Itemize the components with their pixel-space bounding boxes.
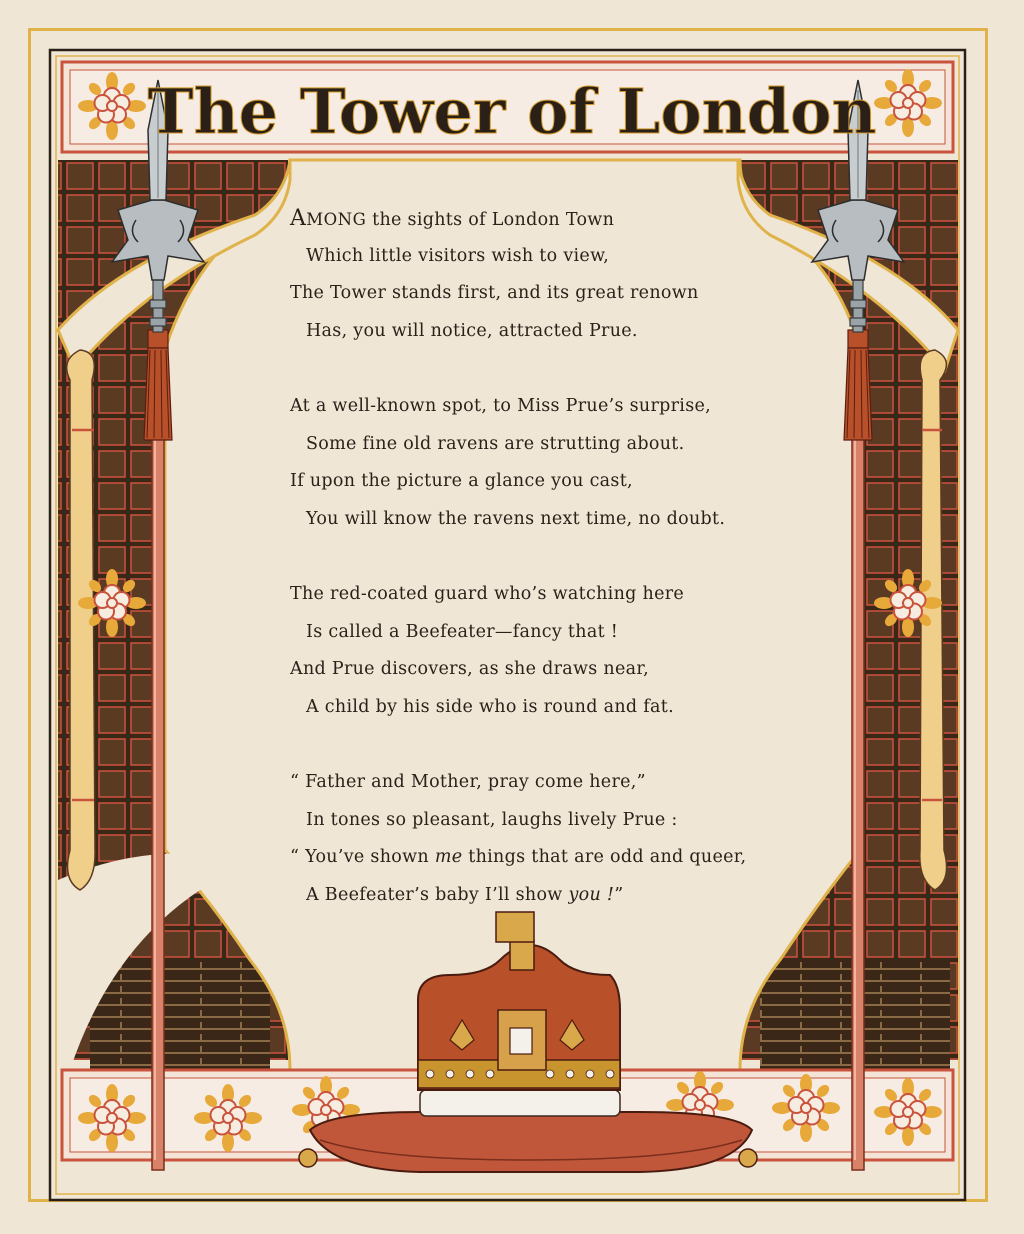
poem-line: Which little visitors wish to view, — [306, 245, 610, 266]
small-caps-word: MONG — [306, 210, 367, 229]
poem-line: In tones so pleasant, laughs lively Prue : — [306, 809, 678, 830]
poem-line — [290, 877, 790, 915]
page-title: The Tower of London — [147, 75, 877, 148]
poem-line: At a well-known spot, to Miss Prue’s surprise, — [290, 396, 711, 416]
poem-line: And Prue discovers, as she draws near, — [290, 659, 649, 679]
poem-line — [290, 839, 790, 877]
poem-stanza-3 — [290, 576, 790, 726]
poem-line: The Tower stands first, and its great renown — [290, 283, 699, 303]
poem — [290, 200, 790, 952]
poem-line: A child by his side who is round and fat. — [306, 696, 674, 717]
poem-stanza-2 — [290, 388, 790, 538]
poem-line: Has, you will notice, attracted Prue. — [306, 320, 638, 341]
poem-line-text: the sights of London Town — [366, 210, 615, 230]
poem-line-text: things that are odd and queer, — [462, 847, 747, 867]
poem-line: You will know the ravens next time, no doubt. — [306, 508, 726, 529]
emphasis: me — [434, 847, 463, 867]
poem-line-text: A Beefeater’s baby I’ll show — [306, 884, 569, 905]
poem-stanza-1 — [290, 200, 790, 350]
poem-line: Some fine old ravens are strutting about. — [306, 433, 685, 454]
poem-line: “ Father and Mother, pray come here,” — [290, 772, 646, 792]
emphasis: you ! — [568, 884, 615, 905]
poem-line — [290, 200, 790, 238]
poem-line: Is called a Beefeater—fancy that ! — [306, 621, 619, 642]
poem-line-text: ” — [614, 884, 624, 905]
poem-stanza-4 — [290, 764, 790, 914]
poem-line: The red-coated guard who’s watching here — [290, 584, 685, 604]
drop-cap: A — [290, 206, 307, 231]
poem-line-text: “ You’ve shown — [290, 847, 435, 867]
poem-line: If upon the picture a glance you cast, — [290, 471, 633, 491]
